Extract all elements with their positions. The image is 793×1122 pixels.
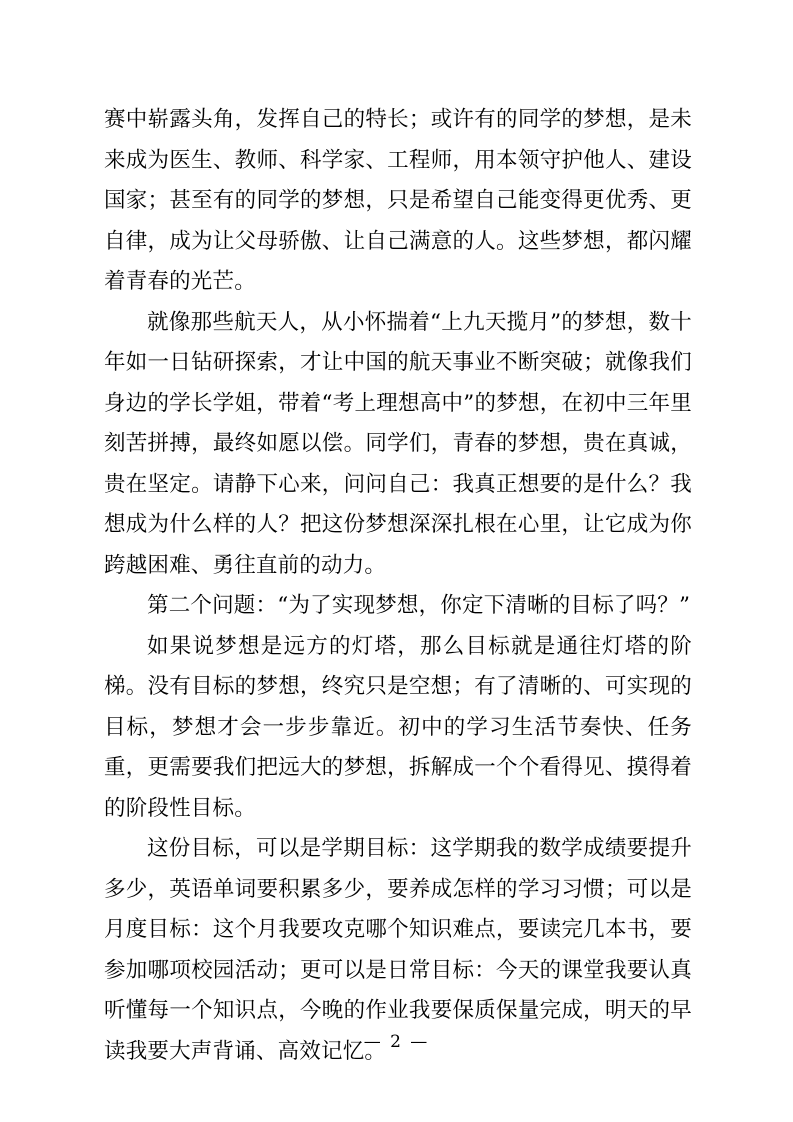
page-number-footer: — 2 — — [363, 1032, 430, 1052]
document-body — [104, 100, 692, 1072]
paragraph-2: 就像那些航天人，从小怀揣着“上九天揽月”的梦想，数十年如一日钻研探索，才让中国的航天事业不断突破；就像我们身边的学长学姐，带着“考上理想高中”的梦想，在初中三年里刻苦拼搏，最终如愿以偿。同学们，青春的梦想，贵在真诚，贵在坚定。请静下心来，问问自己：我真正想要的是什么？我想成为什么样的人？把这份梦想深深扎根在心里，让它成为你跨越困难、勇往直前的动力。 — [104, 309, 692, 578]
paragraph-4: 如果说梦想是远方的灯塔，那么目标就是通往灯塔的阶梯。没有目标的梦想，终究只是空想；有了清晰的、可实现的目标，梦想才会一步步靠近。初中的学习生活节奏快、任务重，更需要我们把远大的梦想，拆解成一个个看得见、摸得着的阶段性目标。 — [104, 633, 692, 821]
paragraph-5: 这份目标，可以是学期目标：这学期我的数学成绩要提升多少，英语单词要积累多少，要养成怎样的学习习惯；可以是月度目标：这个月我要攻克哪个知识难点，要读完几本书，要参加哪项校园活动；更可以是日常目标：今天的课堂我要认真听懂每一个知识点，今晚的作业我要保质保量完成，明天的早读我要大声背诵、高效记忆。 — [104, 836, 692, 1064]
paragraph-3: 第二个问题：“为了实现梦想，你定下清晰的目标了吗？” — [147, 593, 691, 618]
paragraph-1: 赛中崭露头角，发挥自己的特长；或许有的同学的梦想，是未来成为医生、教师、科学家、工程师，用本领守护他人、建设国家；甚至有的同学的梦想，只是希望自己能变得更优秀、更自律，成为让父母骄傲、让自己满意的人。这些梦想，都闪耀着青春的光芒。 — [104, 107, 692, 294]
